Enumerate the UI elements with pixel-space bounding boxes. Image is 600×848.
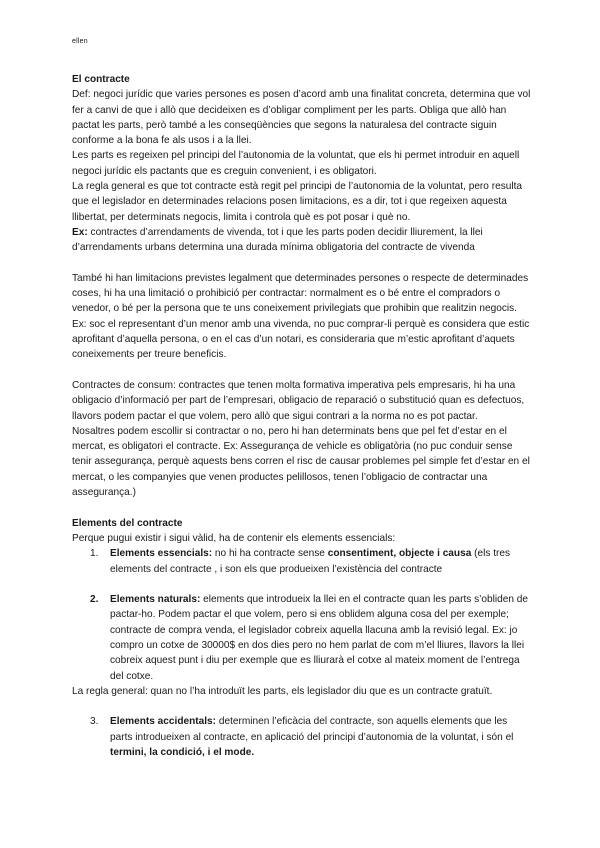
list-item-bold: termini, la condició, i el mode. bbox=[110, 747, 255, 759]
list-item-bold: consentiment, objecte i causa bbox=[327, 548, 472, 560]
paragraph-autonomy: Les parts es regeixen pel principi del l’autonomia de la voluntat, que els hi permet introduir en aquell negoci jurídic els pactants que es creguin convenient, i es obligatori. bbox=[72, 150, 520, 177]
list-item-title: Elements essencials: bbox=[110, 548, 213, 560]
list-item-title: Elements naturals: bbox=[110, 594, 201, 606]
list-spacer bbox=[72, 577, 532, 592]
elements-list-continued bbox=[72, 714, 532, 760]
paragraph-general-rule: La regla general es que tot contracte està regit pel principi de l’autonomia de la voluntat, pero resulta que el legislador en determinades relacions posen limitacions, es a dir, tot i que regeixen aquesta llibertat, per determinats negocis, limita i controla què es pot posar i què no. bbox=[72, 181, 523, 223]
list-number: 3. bbox=[90, 716, 99, 728]
general-rule-gratuity: La regla general: quan no l’ha introduït les parts, els legislador diu que es un contracte gratuït. bbox=[72, 685, 493, 697]
paragraph-mandatory-contracts: Nosaltres podem escollir si contractar o no, pero hi han determinats bens que pel fet d’estar en el mercat, es obligatori el contracte. Ex: Assegurança de vehicle es obligatòria (no puc conduir sense tenir assegurança, perquè aquests bens corren el risc de causar problemes pel simple fet d’estar en el mercat, o les companyies que venen productes pelillosos, tenen l’obligacio de contractar una assegurança.) bbox=[72, 425, 530, 499]
example-paragraph bbox=[72, 225, 532, 256]
header-label: ellen bbox=[72, 38, 88, 45]
elements-intro: Perque pugui existir i sigui vàlid, ha de contenir els elements essencials: bbox=[72, 532, 396, 544]
example-label: Ex: bbox=[72, 226, 88, 238]
section-title-elements: Elements del contracte bbox=[72, 517, 183, 529]
section-title-contract: El contracte bbox=[72, 74, 130, 85]
example-text: contractes d’arrendaments de vivenda, tot i que les parts poden decidir lliurement, la llei d’arrendaments urbans determina una durada mínima obligatoria del contracte de vivenda bbox=[72, 226, 483, 254]
list-item-text-end: (els tres elements del contracte , i son els que produeixen l’existència del contracte bbox=[110, 548, 511, 575]
document-body bbox=[72, 72, 532, 760]
list-item bbox=[72, 546, 532, 577]
list-item-title: Elements accidentals: bbox=[110, 716, 217, 728]
list-item-text: elements que introdueix la llei en el contracte quan les parts s’obliden de pactar-ho. Podem pactar el que volem, pero si ens oblidem alguna cosa del per exemple; contracte de compra venda, el legislador cobreix aquella llacuna amb la revisió legal. Ex: jo compro un cotxe de 30000$ en dos dies pero no hem parlat de com m’el lliures, llavors la llei cobreix aquest punt i diu per exemple que es lliurarà el cotxe al mateix moment de l’entrega del cotxe. bbox=[110, 594, 528, 682]
list-number: 1. bbox=[90, 548, 99, 560]
list-number: 2. bbox=[90, 594, 99, 606]
elements-list bbox=[72, 546, 532, 684]
list-item bbox=[72, 714, 532, 760]
list-item bbox=[72, 592, 532, 684]
paragraph-consumer-contracts: Contractes de consum: contractes que tenen molta formativa imperativa pels empresaris, hi ha una obligacio d’informació per part de l’empresari, obligacio de reparació o substitució quan es defectuos, llavors podem pactar el que volem, pero allò que sigui contrari a la norma no es pot pactar. bbox=[72, 379, 525, 422]
list-item-text: no hi ha contracte sense bbox=[212, 548, 328, 560]
definition-paragraph: Def: negoci jurídic que varies persones es posen d’acord amb una finalitat concreta, determina que vol fer a canvi de que i allò que decideixen es d’obligar compliment per les parts. Obliga que allò han pactat les parts, però també a les conseqüències que segons la naturalesa del contracte siguin conforme a la bona fe als usos i a la llei. bbox=[72, 89, 531, 147]
paragraph-limitations: També hi han limitacions previstes legalment que determinades persones o respecte de determinades coses, hi ha una limitació o prohibició per contractar: normalment es o bé entre el compradors o venedor, o bé per la persona que te uns coneixement privilegiats que prohibin que realitzin negocis. Ex: soc el representant d’un menor amb una vivenda, no puc comprar-li perquè es considera que estic aprofitant d’aquella persona, o en el cas d’un notari, es consideraria que m’estic aprofitant d’aquets coneixements per treure beneficis. bbox=[72, 272, 530, 361]
list-item-text: determinen l’eficàcia del contracte, son aquells elements que les parts introdueixen al contracte, en aplicació del principi d’autonomia de la voluntat, i són el bbox=[110, 716, 514, 743]
